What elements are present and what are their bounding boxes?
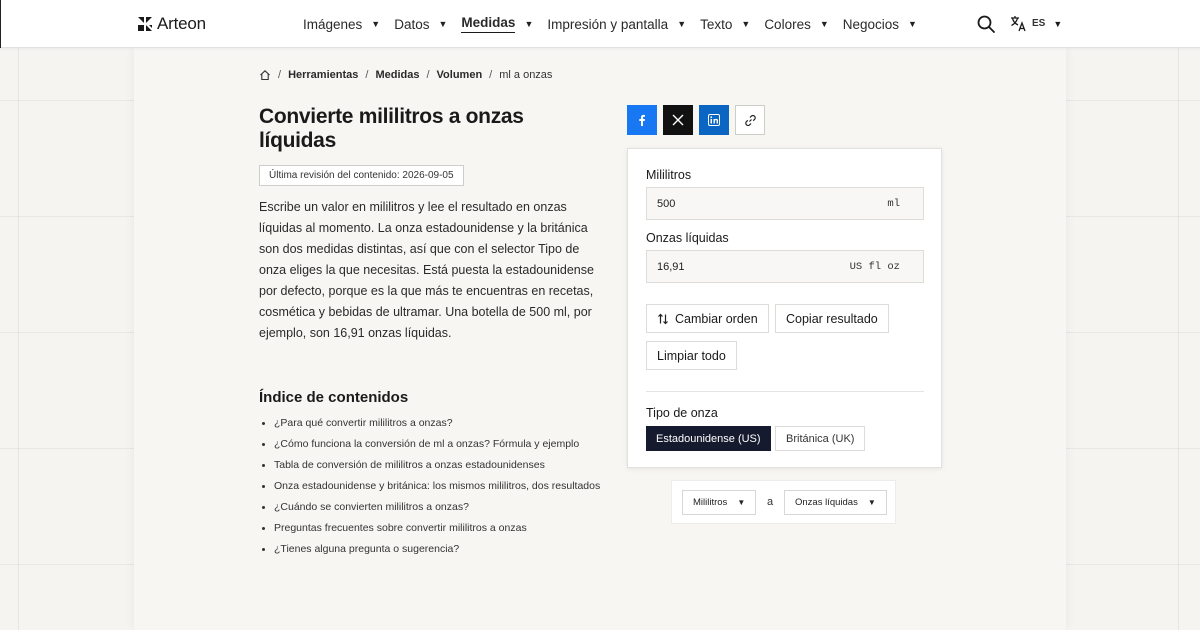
nav-item-colores[interactable]: Colores ▼ bbox=[764, 16, 829, 32]
language-selector[interactable] bbox=[1010, 15, 1062, 32]
home-icon[interactable] bbox=[259, 69, 271, 81]
swap-order-button[interactable]: Cambiar orden bbox=[646, 304, 769, 333]
fluid-ounces-label: Onzas líquidas bbox=[646, 231, 729, 245]
toc-item[interactable]: Tabla de conversión de mililitros a onzas estadounidenses bbox=[259, 458, 604, 473]
caret-down-icon: ▼ bbox=[867, 498, 876, 507]
breadcrumb-herramientas[interactable]: Herramientas bbox=[288, 69, 359, 81]
content-panel bbox=[134, 48, 1066, 630]
arteon-logo-icon bbox=[137, 16, 153, 32]
language-code: ES bbox=[1032, 18, 1046, 29]
nav-item-medidas[interactable]: Medidas ▼ bbox=[461, 0, 533, 48]
share-facebook-button[interactable] bbox=[627, 105, 657, 135]
swap-vertical-icon bbox=[657, 313, 669, 325]
toc-item[interactable]: ¿Para qué convertir mililitros a onzas? bbox=[259, 416, 604, 431]
converter-card bbox=[627, 148, 942, 468]
facebook-icon bbox=[636, 114, 648, 126]
intro-paragraph: Escribe un valor en mililitros y lee el resultado en onzas líquidas al momento. La onza estadounidense y la británica son dos medidas distintas, así que con el selector Tipo de onza eliges la que necesitas. Está puesta la estadounidense por defecto, porque es la que más te encuentras en recetas, cosmética y bebidas de ultramar. Una botella de 500 ml, por ejemplo, son 16,91 onzas líquidas. bbox=[259, 200, 594, 340]
brand-logo[interactable] bbox=[137, 14, 206, 34]
caret-down-icon: ▼ bbox=[819, 19, 829, 29]
caret-down-icon: ▼ bbox=[524, 19, 534, 29]
unit-selector-bar bbox=[671, 480, 896, 524]
milliliters-unit: ml bbox=[887, 198, 900, 210]
caret-down-icon: ▼ bbox=[1053, 18, 1063, 29]
search-button[interactable] bbox=[976, 14, 996, 34]
translate-icon bbox=[1010, 15, 1027, 32]
caret-down-icon: ▼ bbox=[438, 19, 448, 29]
milliliters-input[interactable] bbox=[647, 188, 847, 219]
nav-item-impresion[interactable]: Impresión y pantalla ▼ bbox=[547, 16, 687, 32]
window-edge bbox=[0, 0, 1, 48]
link-icon bbox=[744, 114, 757, 127]
ounce-type-us-option[interactable]: Estadounidense (US) bbox=[646, 426, 771, 451]
toc-item[interactable]: ¿Cómo funciona la conversión de ml a onzas? Fórmula y ejemplo bbox=[259, 437, 604, 452]
search-icon bbox=[976, 14, 996, 34]
toc-item[interactable]: Preguntas frecuentes sobre convertir mililitros a onzas bbox=[259, 521, 604, 536]
fluid-ounces-input[interactable] bbox=[647, 251, 847, 282]
share-x-button[interactable] bbox=[663, 105, 693, 135]
share-linkedin-button[interactable] bbox=[699, 105, 729, 135]
from-unit-select[interactable]: Mililitros ▼ bbox=[682, 490, 756, 515]
nav-item-datos[interactable]: Datos ▼ bbox=[394, 16, 448, 32]
x-icon bbox=[672, 114, 684, 126]
milliliters-label: Mililitros bbox=[646, 168, 692, 182]
copy-link-button[interactable] bbox=[735, 105, 765, 135]
toc-item[interactable]: ¿Cuándo se convierten mililitros a onzas? bbox=[259, 500, 604, 515]
ounce-type-uk-option[interactable]: Británica (UK) bbox=[775, 426, 865, 451]
toc-item[interactable]: Onza estadounidense y británica: los mismos mililitros, dos resultados bbox=[259, 479, 604, 494]
toc-title: Índice de contenidos bbox=[259, 389, 409, 406]
breadcrumb-medidas[interactable]: Medidas bbox=[375, 69, 420, 81]
caret-down-icon: ▼ bbox=[677, 19, 687, 29]
revision-badge: Última revisión del contenido: 2026-09-05 bbox=[259, 165, 464, 186]
unit-connector: a bbox=[767, 496, 774, 508]
fluid-ounces-field[interactable] bbox=[646, 250, 924, 283]
clear-all-button[interactable]: Limpiar todo bbox=[646, 341, 737, 370]
table-of-contents bbox=[259, 416, 604, 563]
toc-item[interactable]: ¿Tienes alguna pregunta o sugerencia? bbox=[259, 542, 604, 557]
share-buttons bbox=[627, 105, 765, 135]
breadcrumb-volumen[interactable]: Volumen bbox=[436, 69, 483, 81]
fluid-ounces-unit: US fl oz bbox=[849, 261, 900, 273]
caret-down-icon: ▼ bbox=[908, 19, 917, 29]
to-unit-select[interactable]: Onzas líquidas ▼ bbox=[784, 490, 887, 515]
milliliters-field[interactable] bbox=[646, 187, 924, 220]
breadcrumb-current: ml a onzas bbox=[499, 69, 553, 81]
top-navigation-bar bbox=[0, 0, 1200, 48]
card-divider bbox=[646, 391, 924, 392]
main-menu bbox=[303, 0, 931, 48]
caret-down-icon: ▼ bbox=[741, 19, 751, 29]
copy-result-button[interactable]: Copiar resultado bbox=[775, 304, 889, 333]
ounce-type-label: Tipo de onza bbox=[646, 406, 718, 420]
caret-down-icon: ▼ bbox=[371, 19, 381, 29]
nav-item-imagenes[interactable]: Imágenes ▼ bbox=[303, 16, 381, 32]
nav-item-texto[interactable]: Texto ▼ bbox=[700, 16, 751, 32]
brand-name: Arteon bbox=[157, 14, 206, 33]
breadcrumb: / Herramientas / Medidas / Volumen / ml a onzas bbox=[259, 69, 552, 81]
caret-down-icon: ▼ bbox=[737, 498, 746, 507]
linkedin-icon bbox=[708, 114, 720, 126]
page-title: Convierte mililitros a onzas líquidas bbox=[259, 105, 524, 152]
nav-item-negocios[interactable]: Negocios ▼ bbox=[842, 16, 917, 32]
